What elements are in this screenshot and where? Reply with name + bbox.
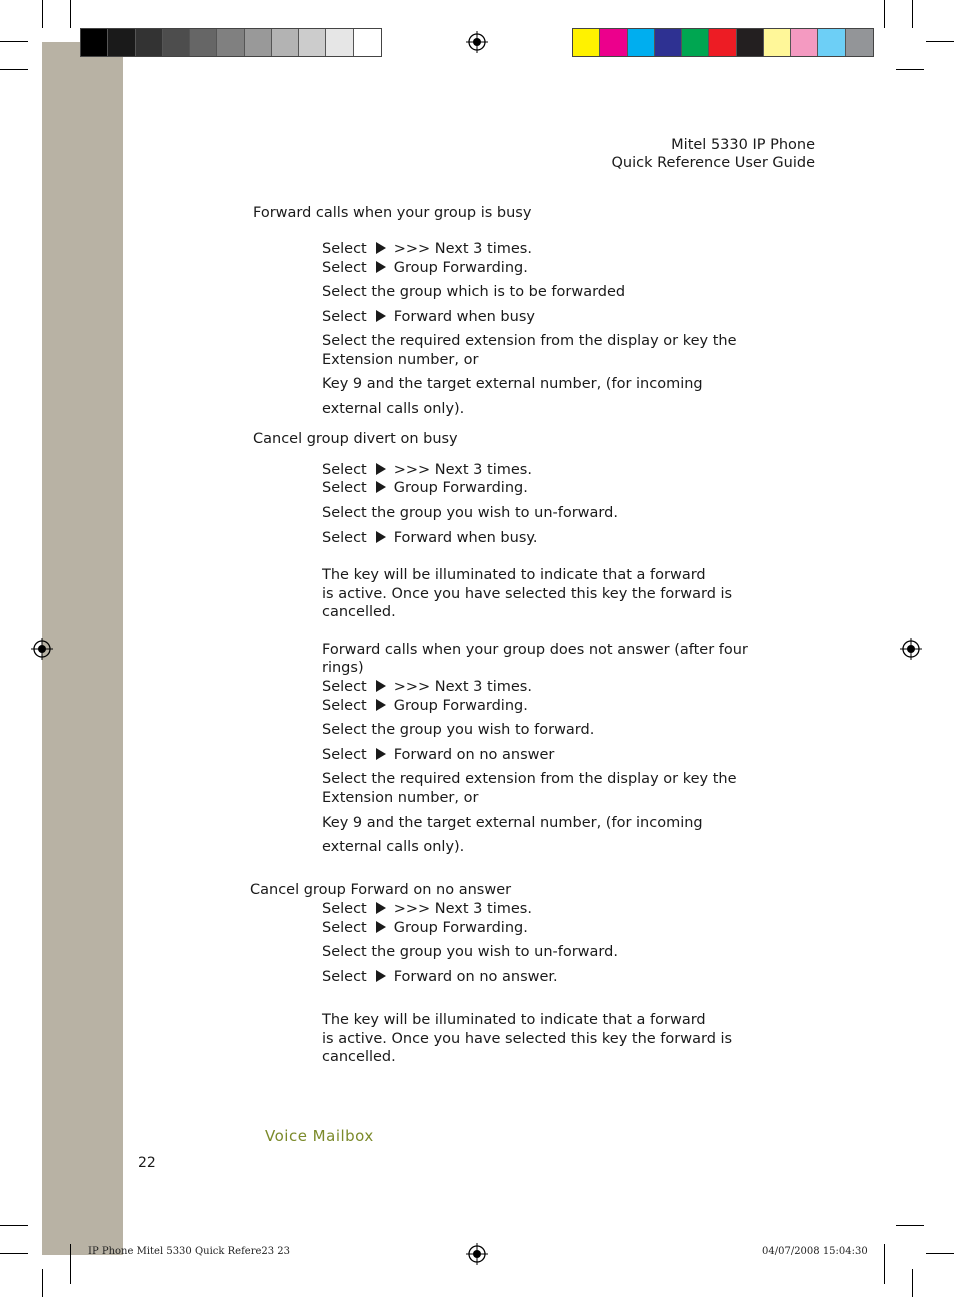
color-swatch	[846, 29, 873, 56]
color-swatch	[299, 29, 326, 56]
arrow-right-icon	[376, 970, 386, 982]
registration-mark-icon	[31, 638, 53, 660]
note-line: The key will be illuminated to indicate that a forward	[322, 567, 706, 583]
arrow-right-icon	[376, 921, 386, 933]
note-line: The key will be illuminated to indicate that a forward	[322, 1012, 706, 1028]
registration-mark-icon	[466, 31, 488, 53]
arrow-right-icon	[376, 531, 386, 543]
color-swatch	[245, 29, 272, 56]
section-title: Forward calls when your group does not answer (after four	[322, 642, 748, 658]
section-title: Cancel group Forward on no answer	[250, 882, 512, 898]
print-slug-filename: IP Phone Mitel 5330 Quick Refere23 23	[88, 1246, 291, 1257]
color-swatch	[573, 29, 600, 56]
color-swatch	[818, 29, 845, 56]
instruction-line: Key 9 and the target external number, (for incoming	[322, 815, 703, 831]
color-calibration-bar	[572, 28, 874, 57]
instruction-line: Select the group you wish to un-forward.	[322, 944, 618, 960]
note-line: is active. Once you have selected this key the forward is	[322, 1031, 733, 1047]
print-slug-timestamp: 04/07/2008 15:04:30	[762, 1246, 868, 1257]
instruction-line: Select Group Forwarding.	[322, 920, 528, 936]
color-swatch	[326, 29, 353, 56]
color-swatch	[272, 29, 299, 56]
gray-calibration-bar	[80, 28, 382, 57]
instruction-line: Select Forward on no answer	[322, 747, 555, 763]
sidebar-band	[42, 42, 123, 1255]
color-swatch	[791, 29, 818, 56]
instruction-line: Select the required extension from the display or key the	[322, 333, 737, 349]
instruction-line: Select the group you wish to forward.	[322, 722, 595, 738]
instruction-line: Select Forward when busy	[322, 309, 535, 325]
instruction-line: Select the group which is to be forwarded	[322, 284, 626, 300]
instruction-line: Select Group Forwarding.	[322, 480, 528, 496]
header-product: Mitel 5330 IP Phone	[671, 137, 815, 153]
arrow-right-icon	[376, 481, 386, 493]
instruction-line: Select >>> Next 3 times.	[322, 901, 532, 917]
instruction-line: Select >>> Next 3 times.	[322, 241, 532, 257]
note-line: cancelled.	[322, 1049, 396, 1065]
arrow-right-icon	[376, 310, 386, 322]
instruction-line: Select >>> Next 3 times.	[322, 462, 532, 478]
instruction-line: Select the group you wish to un-forward.	[322, 505, 618, 521]
section-title-cont: rings)	[322, 660, 364, 676]
arrow-right-icon	[376, 680, 386, 692]
instruction-line: Select Forward on no answer.	[322, 969, 558, 985]
note-line: cancelled.	[322, 604, 396, 620]
color-swatch	[628, 29, 655, 56]
document-header	[612, 136, 815, 172]
section-title: Cancel group divert on busy	[253, 431, 458, 447]
header-guide-title: Quick Reference User Guide	[611, 155, 815, 171]
registration-mark-icon	[900, 638, 922, 660]
color-swatch	[764, 29, 791, 56]
footer-section-name: Voice Mailbox	[265, 1127, 374, 1145]
arrow-right-icon	[376, 748, 386, 760]
color-swatch	[190, 29, 217, 56]
instruction-line: Select >>> Next 3 times.	[322, 679, 532, 695]
instruction-line: Select Forward when busy.	[322, 530, 538, 546]
color-swatch	[108, 29, 135, 56]
color-swatch	[163, 29, 190, 56]
color-swatch	[682, 29, 709, 56]
color-swatch	[354, 29, 381, 56]
arrow-right-icon	[376, 261, 386, 273]
color-swatch	[81, 29, 108, 56]
section-title: Forward calls when your group is busy	[253, 205, 532, 221]
instruction-line: Select Group Forwarding.	[322, 698, 528, 714]
instruction-line: Select Group Forwarding.	[322, 260, 528, 276]
registration-mark-icon	[466, 1243, 488, 1265]
color-swatch	[709, 29, 736, 56]
page-number: 22	[138, 1155, 156, 1171]
color-swatch	[136, 29, 163, 56]
arrow-right-icon	[376, 242, 386, 254]
note-line: is active. Once you have selected this key the forward is	[322, 586, 733, 602]
instruction-line: external calls only).	[322, 839, 465, 855]
instruction-line: Key 9 and the target external number, (for incoming	[322, 376, 703, 392]
color-swatch	[600, 29, 627, 56]
color-swatch	[655, 29, 682, 56]
arrow-right-icon	[376, 902, 386, 914]
instruction-line: Extension number, or	[322, 352, 479, 368]
color-swatch	[737, 29, 764, 56]
instruction-line: Select the required extension from the display or key the	[322, 771, 737, 787]
arrow-right-icon	[376, 699, 386, 711]
arrow-right-icon	[376, 463, 386, 475]
instruction-line: external calls only).	[322, 401, 465, 417]
instruction-line: Extension number, or	[322, 790, 479, 806]
color-swatch	[217, 29, 244, 56]
